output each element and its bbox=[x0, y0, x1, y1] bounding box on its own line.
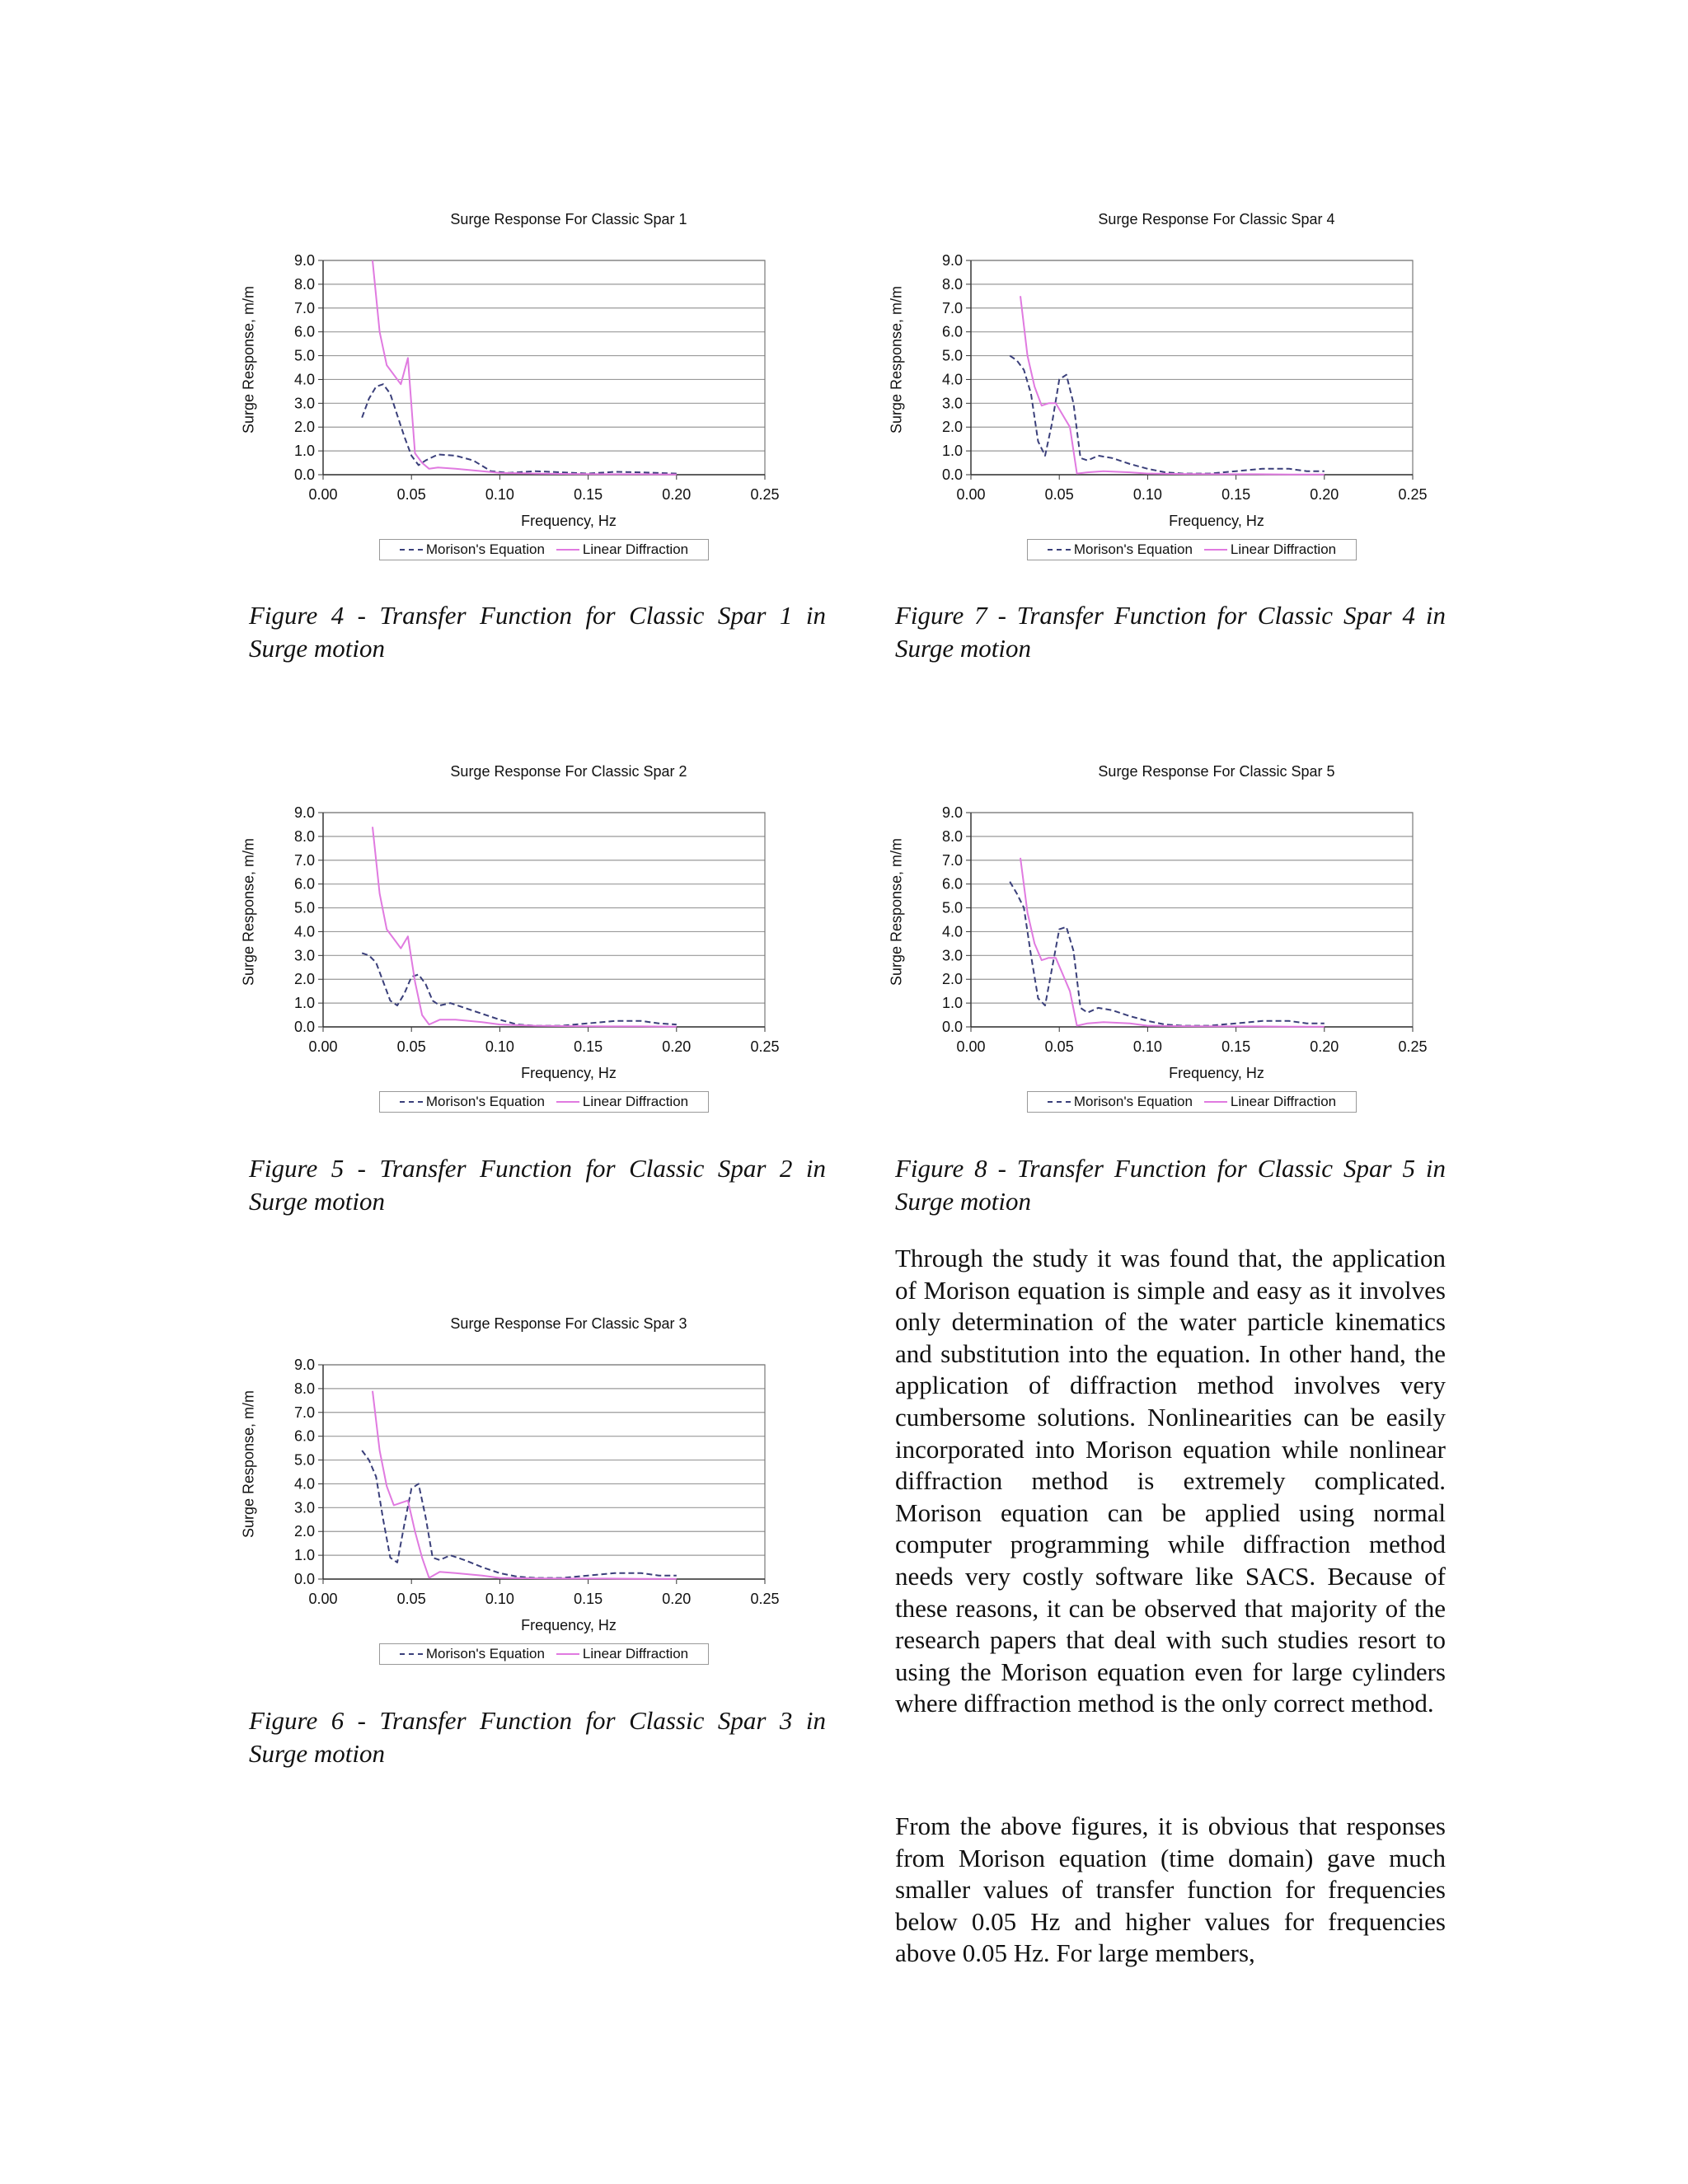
plot-frame bbox=[971, 813, 1413, 1027]
x-tick-label: 0.25 bbox=[750, 1591, 780, 1607]
y-tick-label: 9.0 bbox=[293, 1357, 315, 1373]
y-axis-label: Surge Response, m/m bbox=[888, 837, 905, 987]
x-tick-label: 0.20 bbox=[662, 486, 692, 503]
y-tick-label: 4.0 bbox=[293, 1475, 315, 1493]
chart-spar-1 bbox=[240, 209, 816, 588]
chart-legend bbox=[1027, 1091, 1357, 1113]
y-tick-label: 3.0 bbox=[293, 1499, 315, 1516]
y-tick-label: 7.0 bbox=[941, 851, 963, 869]
series-line-morison bbox=[362, 384, 677, 473]
legend-item-morison bbox=[400, 541, 545, 558]
chart-spar-2 bbox=[240, 762, 816, 1141]
legend-swatch-dashed bbox=[400, 549, 423, 551]
series-line-diffraction bbox=[1020, 296, 1325, 474]
chart-legend bbox=[1027, 539, 1357, 560]
x-tick-label: 0.15 bbox=[1221, 486, 1251, 503]
x-tick-label: 0.05 bbox=[1044, 486, 1074, 503]
y-tick-label: 6.0 bbox=[293, 1427, 315, 1445]
y-tick-label: 4.0 bbox=[293, 371, 315, 388]
series-line-morison bbox=[1010, 882, 1325, 1026]
series-line-diffraction bbox=[373, 260, 677, 475]
y-tick-label: 1.0 bbox=[293, 443, 315, 460]
y-tick-label: 9.0 bbox=[293, 252, 315, 269]
x-tick-label: 0.15 bbox=[574, 1038, 603, 1055]
x-tick-label: 0.05 bbox=[396, 486, 426, 503]
chart-spar-5 bbox=[888, 762, 1464, 1141]
y-tick-label: 7.0 bbox=[293, 1404, 315, 1421]
chart-legend bbox=[379, 1643, 709, 1665]
legend-item-morison bbox=[1048, 541, 1193, 558]
legend-swatch-dashed bbox=[400, 1101, 423, 1103]
body-paragraph-1: Through the study it was found that, the application of Morison equation is simple and easy as it involves only determination of the water particle kinematics and substitution into the equation. In other hand, the application of diffraction method involves very cumbersome solutions. Nonlinearities can be easily incorporated into Morison equation while nonlinear diffraction method is extremely complicated. Morison equation can be applied using normal computer programming while diffraction method needs very costly software like SACS. Because of these reasons, it can be observed that majority of the research papers that deal with such studies resort to using the Morison equation even for large cylinders where diffraction method is the only correct method. bbox=[895, 1244, 1446, 1718]
x-tick-label: 0.20 bbox=[1310, 486, 1339, 503]
series-line-morison bbox=[362, 953, 677, 1025]
y-tick-label: 1.0 bbox=[941, 995, 963, 1012]
y-axis-label: Surge Response, m/m bbox=[240, 285, 257, 434]
y-tick-label: 3.0 bbox=[941, 395, 963, 412]
chart-plot bbox=[247, 1314, 816, 1693]
legend-label: Linear Diffraction bbox=[582, 541, 689, 557]
legend-item-diffraction bbox=[556, 541, 688, 558]
y-tick-label: 0.0 bbox=[941, 1019, 963, 1035]
y-tick-label: 9.0 bbox=[941, 804, 963, 821]
y-tick-label: 5.0 bbox=[941, 899, 963, 916]
plot-frame bbox=[323, 813, 765, 1027]
legend-swatch-solid bbox=[556, 1101, 579, 1103]
chart-plot bbox=[247, 209, 816, 588]
x-tick-label: 0.10 bbox=[1132, 486, 1162, 503]
y-tick-label: 6.0 bbox=[941, 323, 963, 340]
x-tick-label: 0.10 bbox=[485, 1038, 514, 1055]
x-tick-label: 0.00 bbox=[956, 1038, 986, 1055]
x-tick-label: 0.25 bbox=[750, 486, 780, 503]
series-line-morison bbox=[1010, 356, 1325, 474]
chart-plot bbox=[895, 762, 1464, 1141]
x-tick-label: 0.00 bbox=[308, 1038, 338, 1055]
legend-label: Morison's Equation bbox=[425, 541, 545, 557]
legend-swatch-solid bbox=[1204, 1101, 1227, 1103]
legend-item-diffraction bbox=[1204, 541, 1336, 558]
legend-label: Morison's Equation bbox=[425, 1094, 545, 1109]
x-tick-label: 0.20 bbox=[662, 1038, 692, 1055]
y-tick-label: 6.0 bbox=[941, 875, 963, 893]
x-tick-label: 0.20 bbox=[662, 1591, 692, 1607]
y-tick-label: 6.0 bbox=[293, 323, 315, 340]
chart-legend bbox=[379, 1091, 709, 1113]
figure-caption-6: Figure 6 - Transfer Function for Classic Spar 3 in Surge motion bbox=[249, 1706, 826, 1768]
x-tick-label: 0.05 bbox=[396, 1038, 426, 1055]
x-tick-label: 0.25 bbox=[750, 1038, 780, 1055]
legend-swatch-dashed bbox=[400, 1653, 423, 1655]
y-tick-label: 9.0 bbox=[941, 252, 963, 269]
chart-title: Surge Response For Classic Spar 4 bbox=[1098, 211, 1335, 227]
y-tick-label: 4.0 bbox=[293, 923, 315, 940]
x-tick-label: 0.15 bbox=[574, 486, 603, 503]
chart-spar-3 bbox=[240, 1314, 816, 1693]
y-tick-label: 6.0 bbox=[293, 875, 315, 893]
x-tick-label: 0.10 bbox=[1132, 1038, 1162, 1055]
y-tick-label: 2.0 bbox=[293, 1523, 315, 1540]
chart-title: Surge Response For Classic Spar 5 bbox=[1098, 763, 1335, 780]
y-tick-label: 7.0 bbox=[941, 299, 963, 316]
y-tick-label: 2.0 bbox=[293, 419, 315, 436]
x-tick-label: 0.15 bbox=[1221, 1038, 1251, 1055]
y-tick-label: 5.0 bbox=[941, 347, 963, 364]
legend-label: Linear Diffraction bbox=[582, 1646, 689, 1661]
y-tick-label: 1.0 bbox=[293, 1547, 315, 1564]
series-line-morison bbox=[362, 1451, 677, 1578]
y-tick-label: 3.0 bbox=[941, 947, 963, 964]
body-paragraph-2: From the above figures, it is obvious that responses from Morison equation (time domain) gave much smaller values of transfer function for frequencies below 0.05 Hz and higher values for frequencies above 0.05 Hz. For large members, bbox=[895, 1811, 1446, 1968]
y-tick-label: 0.0 bbox=[293, 1019, 315, 1035]
chart-legend bbox=[379, 539, 709, 560]
x-tick-label: 0.00 bbox=[308, 486, 338, 503]
legend-label: Morison's Equation bbox=[1073, 541, 1193, 557]
y-tick-label: 8.0 bbox=[293, 1380, 315, 1397]
y-tick-label: 5.0 bbox=[293, 347, 315, 364]
legend-swatch-solid bbox=[556, 549, 579, 551]
x-tick-label: 0.10 bbox=[485, 1591, 514, 1607]
legend-swatch-dashed bbox=[1048, 549, 1071, 551]
y-tick-label: 2.0 bbox=[941, 419, 963, 436]
y-tick-label: 7.0 bbox=[293, 851, 315, 869]
x-tick-label: 0.05 bbox=[396, 1591, 426, 1607]
y-tick-label: 2.0 bbox=[941, 971, 963, 988]
legend-item-morison bbox=[400, 1646, 545, 1662]
chart-plot bbox=[247, 762, 816, 1141]
legend-label: Morison's Equation bbox=[1073, 1094, 1193, 1109]
y-tick-label: 8.0 bbox=[941, 827, 963, 845]
x-tick-label: 0.05 bbox=[1044, 1038, 1074, 1055]
y-tick-label: 8.0 bbox=[293, 827, 315, 845]
legend-label: Morison's Equation bbox=[425, 1646, 545, 1661]
y-tick-label: 9.0 bbox=[293, 804, 315, 821]
figure-caption-5: Figure 5 - Transfer Function for Classic Spar 2 in Surge motion bbox=[249, 1154, 826, 1216]
x-tick-label: 0.15 bbox=[574, 1591, 603, 1607]
x-axis-label: Frequency, Hz bbox=[521, 1065, 617, 1081]
y-axis-label: Surge Response, m/m bbox=[888, 285, 905, 434]
y-tick-label: 0.0 bbox=[293, 1571, 315, 1587]
legend-swatch-dashed bbox=[1048, 1101, 1071, 1103]
plot-frame bbox=[323, 1365, 765, 1579]
plot-frame bbox=[971, 260, 1413, 475]
y-tick-label: 3.0 bbox=[293, 947, 315, 964]
y-axis-label: Surge Response, m/m bbox=[240, 837, 257, 987]
legend-item-diffraction bbox=[556, 1646, 688, 1662]
legend-label: Linear Diffraction bbox=[1230, 541, 1337, 557]
figure-caption-7: Figure 7 - Transfer Function for Classic Spar 4 in Surge motion bbox=[895, 601, 1446, 663]
x-tick-label: 0.00 bbox=[956, 486, 986, 503]
figure-caption-4: Figure 4 - Transfer Function for Classic Spar 1 in Surge motion bbox=[249, 601, 826, 663]
legend-label: Linear Diffraction bbox=[1230, 1094, 1337, 1109]
legend-item-morison bbox=[1048, 1094, 1193, 1110]
y-tick-label: 0.0 bbox=[293, 466, 315, 483]
x-axis-label: Frequency, Hz bbox=[521, 513, 617, 529]
x-tick-label: 0.00 bbox=[308, 1591, 338, 1607]
x-axis-label: Frequency, Hz bbox=[1169, 1065, 1264, 1081]
series-line-diffraction bbox=[1020, 858, 1325, 1027]
y-tick-label: 8.0 bbox=[293, 275, 315, 293]
x-axis-label: Frequency, Hz bbox=[1169, 513, 1264, 529]
x-axis-label: Frequency, Hz bbox=[521, 1617, 617, 1633]
y-tick-label: 4.0 bbox=[941, 371, 963, 388]
x-tick-label: 0.25 bbox=[1398, 486, 1428, 503]
y-tick-label: 1.0 bbox=[293, 995, 315, 1012]
legend-swatch-solid bbox=[556, 1653, 579, 1655]
y-tick-label: 1.0 bbox=[941, 443, 963, 460]
figure-caption-8: Figure 8 - Transfer Function for Classic Spar 5 in Surge motion bbox=[895, 1154, 1446, 1216]
chart-title: Surge Response For Classic Spar 3 bbox=[450, 1315, 687, 1332]
legend-item-morison bbox=[400, 1094, 545, 1110]
legend-item-diffraction bbox=[556, 1094, 688, 1110]
x-tick-label: 0.20 bbox=[1310, 1038, 1339, 1055]
legend-label: Linear Diffraction bbox=[582, 1094, 689, 1109]
y-tick-label: 8.0 bbox=[941, 275, 963, 293]
y-axis-label: Surge Response, m/m bbox=[240, 1390, 257, 1539]
y-tick-label: 3.0 bbox=[293, 395, 315, 412]
legend-swatch-solid bbox=[1204, 549, 1227, 551]
chart-plot bbox=[895, 209, 1464, 588]
series-line-diffraction bbox=[373, 827, 677, 1026]
chart-spar-4 bbox=[888, 209, 1464, 588]
y-tick-label: 5.0 bbox=[293, 1451, 315, 1469]
y-tick-label: 5.0 bbox=[293, 899, 315, 916]
chart-title: Surge Response For Classic Spar 1 bbox=[450, 211, 687, 227]
y-tick-label: 0.0 bbox=[941, 466, 963, 483]
y-tick-label: 2.0 bbox=[293, 971, 315, 988]
y-tick-label: 7.0 bbox=[293, 299, 315, 316]
legend-item-diffraction bbox=[1204, 1094, 1336, 1110]
x-tick-label: 0.10 bbox=[485, 486, 514, 503]
chart-title: Surge Response For Classic Spar 2 bbox=[450, 763, 687, 780]
x-tick-label: 0.25 bbox=[1398, 1038, 1428, 1055]
y-tick-label: 4.0 bbox=[941, 923, 963, 940]
